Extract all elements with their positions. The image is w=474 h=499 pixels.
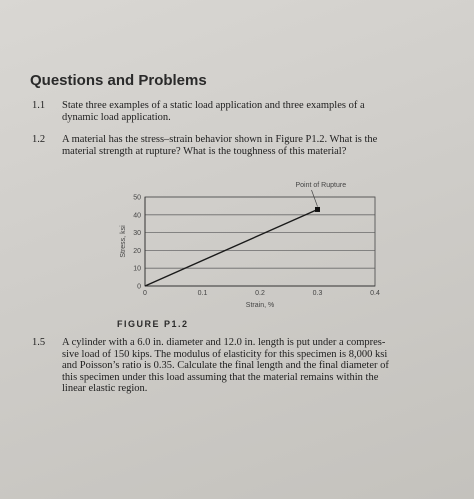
- y-tick-label: 50: [133, 194, 141, 202]
- problem-number: 1.5: [32, 337, 46, 348]
- x-tick-label: 0.4: [370, 290, 380, 297]
- x-axis-label: Strain, %: [245, 302, 275, 309]
- stress-strain-line: [145, 210, 318, 287]
- x-tick-label: 0.3: [312, 290, 323, 297]
- stress-strain-chart: [95, 172, 380, 322]
- section-heading: Questions and Problems: [30, 72, 207, 89]
- figure-caption: FIGURE P1.2: [117, 319, 189, 329]
- y-tick-label: 0: [137, 283, 141, 291]
- x-tick-label: 0.2: [255, 290, 265, 297]
- rupture-point-marker: [315, 207, 320, 212]
- problem-number: 1.1: [32, 100, 46, 111]
- y-tick-label: 40: [133, 212, 141, 220]
- y-axis-label: Stress, ksi: [120, 225, 127, 258]
- stress-strain-figure: [95, 172, 380, 322]
- x-tick-label: 0: [143, 290, 147, 297]
- y-tick-label: 30: [133, 230, 141, 238]
- annotation-leader: [312, 190, 318, 206]
- y-tick-label: 20: [133, 247, 141, 255]
- problem-text: A cylinder with a 6.0 in. diameter and 12.0 in. length is put under a compres- sive load of 150 kips. The modulus of elasticity for this specimen is 8,000 ksi and Poisson’s ratio is 0.35. Calculate the final length and the final diameter of this specimen under this load assuming that the material remains within the linear elastic region.: [62, 337, 389, 394]
- rupture-annotation: Point of Rupture: [295, 182, 347, 189]
- plot-frame: [145, 197, 375, 286]
- problem-text: State three examples of a static load application and three examples of a dynamic load application.: [62, 100, 365, 123]
- y-tick-label: 10: [133, 265, 141, 273]
- problem-number: 1.2: [32, 134, 46, 145]
- x-tick-label: 0.1: [197, 290, 208, 297]
- problem-text: A material has the stress–strain behavior shown in Figure P1.2. What is the material strength at rupture? What is the toughness of this material?: [62, 134, 378, 157]
